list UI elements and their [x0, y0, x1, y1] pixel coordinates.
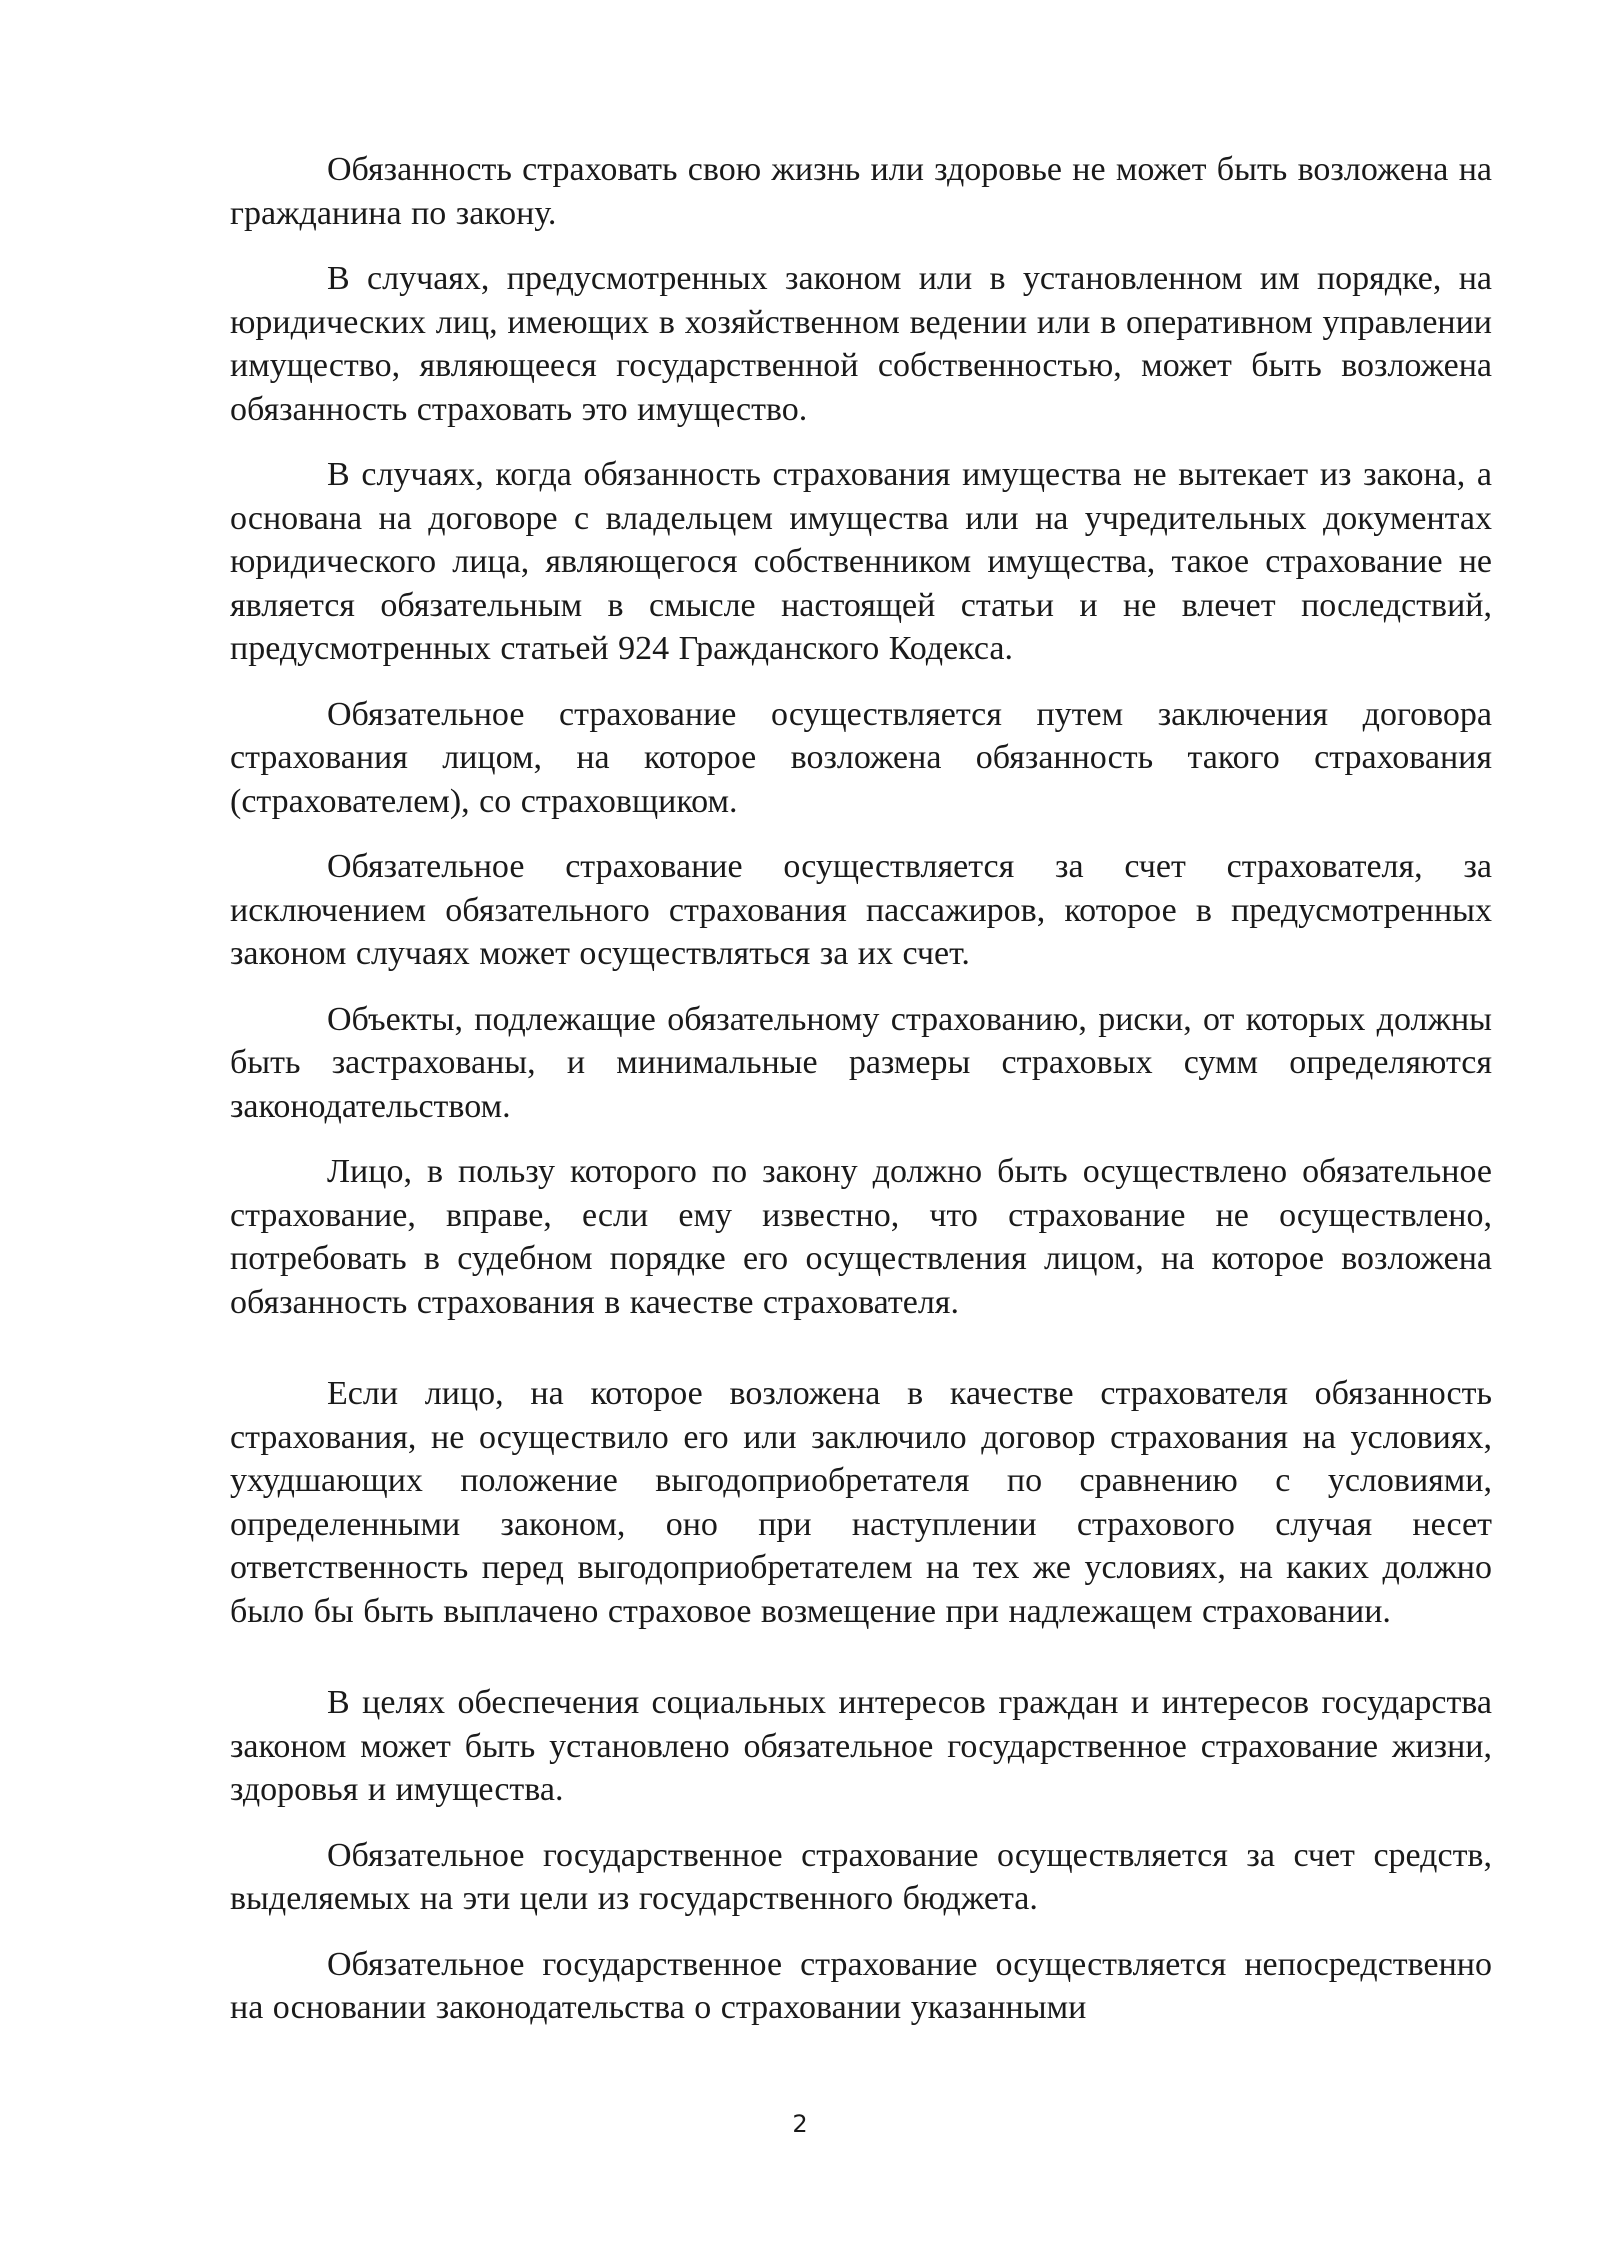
paragraph-8: Если лицо, на которое возложена в качестве страхователя обязанность страхования, не осуществило его или заключило договор страхования на условиях, ухудшающих положение выгодоприобретателя по сравнению с условиями, определенными законом, оно при наступлении страхового случая несет ответственность перед выгодоприобретателем на тех же условиях, на каких должно было бы быть выплачено страховое возмещение при надлежащем страховании.: [230, 1375, 1492, 1630]
paragraph-10: Обязательное государственное страхование осуществляется за счет средств, выделяемых на эти цели из государственного бюджета.: [230, 1836, 1492, 1917]
document-body: [230, 148, 1492, 2030]
paragraph-5: Обязательное страхование осуществляется за счет страхователя, за исключением обязательного страхования пассажиров, которое в предусмотренных законом случаях может осуществляться за их счет.: [230, 848, 1492, 972]
paragraph-2: В случаях, предусмотренных законом или в установленном им порядке, на юридических лиц, имеющих в хозяйственном ведении или в оперативном управлении имущество, являющееся государственной собственностью, может быть возложена обязанность страховать это имущество.: [230, 260, 1492, 428]
paragraph-4: Обязательное страхование осуществляется путем заключения договора страхования лицом, на которое возложена обязанность такого страхования (страхователем), со страховщиком.: [230, 695, 1492, 820]
paragraph-3: В случаях, когда обязанность страхования имущества не вытекает из закона, а основана на договоре с владельцем имущества или на учредительных документах юридического лица, являющегося собственником имущества, такое страхование не является обязательным в смысле настоящей статьи и не влечет последствий, предусмотренных статьей 924 Гражданского Кодекса.: [230, 456, 1492, 667]
page-number: 2: [792, 2110, 808, 2138]
paragraph-7: Лицо, в пользу которого по закону должно быть осуществлено обязательное страхование, вправе, если ему известно, что страхование не осуществлено, потребовать в судебном порядке его осуществления лицом, на которое возложена обязанность страхования в качестве страхователя.: [230, 1153, 1492, 1321]
paragraph-9: В целях обеспечения социальных интересов граждан и интересов государства законом может быть установлено обязательное государственное страхование жизни, здоровья и имущества.: [230, 1684, 1492, 1808]
paragraph-11: Обязательное государственное страхование осуществляется непосредственно на основании законодательства о страховании указанными: [230, 1945, 1492, 2026]
paragraph-1: Обязанность страховать свою жизнь или здоровье не может быть возложена на гражданина по закону.: [230, 151, 1492, 232]
paragraph-6: Объекты, подлежащие обязательному страхованию, риски, от которых должны быть застрахованы, и минимальные размеры страховых сумм определяются законодательством.: [230, 1000, 1492, 1125]
